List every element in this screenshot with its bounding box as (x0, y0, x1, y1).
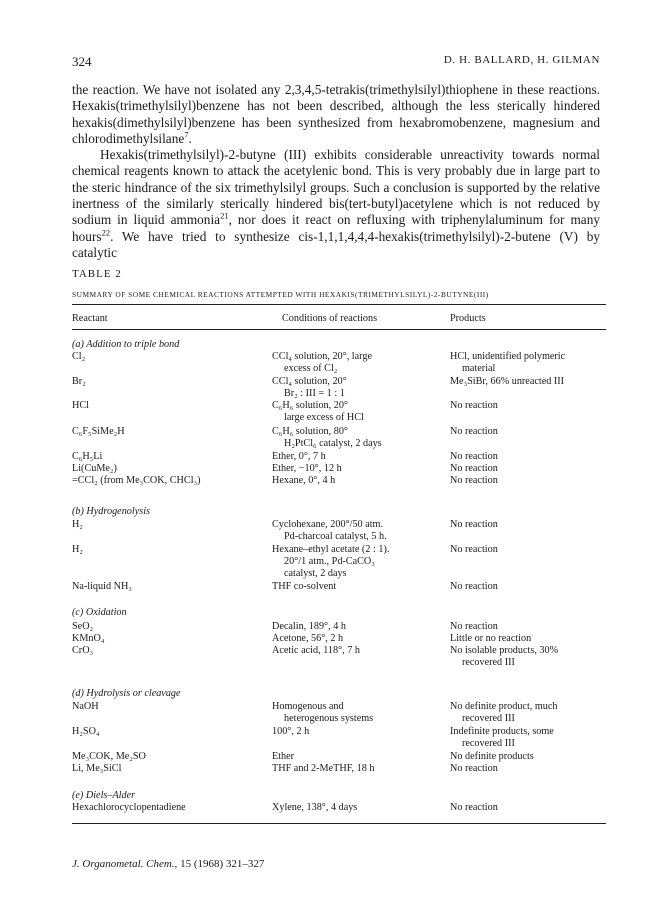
journal-footer (72, 858, 264, 870)
col-header-reactant: Reactant (72, 313, 108, 324)
reactant-cell: C₆F₅SiMe₂H (72, 426, 125, 437)
conditions-cell (272, 802, 357, 814)
products-cell (450, 451, 498, 463)
running-authors: D. H. BALLARD, H. GILMAN (443, 54, 600, 66)
reactant-cell: Hexachlorocyclopentadiene (72, 802, 186, 813)
conditions-line: Cyclohexane, 200°/50 atm. (272, 519, 384, 530)
conditions-line: Ether, 0°, 7 h (272, 451, 326, 462)
conditions-cell (272, 376, 347, 400)
conditions-line: excess of Cl₂ (284, 363, 338, 374)
products-cell (450, 544, 498, 556)
conditions-cell (272, 763, 374, 775)
conditions-cell (272, 645, 360, 657)
products-cell (450, 751, 534, 763)
conditions-cell (272, 426, 382, 450)
reactant-cell: Li(CuMe₂) (72, 463, 117, 474)
conditions-cell (272, 400, 364, 424)
conditions-cell (272, 519, 387, 543)
reactant-cell: H₂SO₄ (72, 726, 100, 737)
conditions-line: Homogenous and (272, 701, 344, 712)
conditions-line: C₆H₆ solution, 20° (272, 400, 348, 411)
section-heading-d: (d) Hydrolysis or cleavage (72, 688, 181, 699)
products-cell (450, 701, 558, 725)
conditions-line: H₂PtCl₆ catalyst, 2 days (284, 438, 382, 449)
conditions-line: 20°/1 atm., Pd-CaCO₃ (284, 556, 375, 567)
reactant-cell: H₂ (72, 519, 83, 530)
conditions-line: catalyst, 2 days (284, 568, 347, 579)
conditions-line: CCl₄ solution, 20° (272, 376, 347, 387)
col-header-conditions: Conditions of reactions (282, 313, 378, 324)
products-line: Indefinite products, some (450, 726, 554, 737)
body-text (72, 82, 600, 261)
products-cell (450, 645, 558, 669)
paragraph-1: the reaction. We have not isolated any 2,3,4,5-tetrakis(trimethylsilyl)thiophene in these reactions. Hexakis(trimethylsilyl)benzene has not been described, although the less sterically hindered hexakis(dimethylsilyl)benzene has been synthesized from hexabromobenzene, magnesium and chlorodimethylsilane$^7$. (72, 82, 600, 146)
conditions-line: Hexane–ethyl acetate (2 : 1). (272, 544, 390, 555)
conditions-cell (272, 701, 373, 725)
products-cell (450, 463, 498, 475)
products-line: No reaction (450, 621, 498, 632)
conditions-line: THF co-solvent (272, 581, 337, 592)
products-line: No reaction (450, 400, 498, 411)
reference-21: 21 (220, 210, 229, 221)
conditions-cell (272, 621, 346, 633)
products-cell (450, 633, 531, 645)
products-cell (450, 726, 554, 750)
page-number: 324 (72, 54, 92, 69)
conditions-cell (272, 475, 335, 487)
running-header (72, 54, 600, 72)
products-line: No reaction (450, 451, 498, 462)
conditions-cell (272, 451, 326, 463)
products-cell (450, 519, 498, 531)
conditions-line: Pd-charcoal catalyst, 5 h. (284, 531, 387, 542)
reactant-cell: Me₃COK, Me₂SO (72, 751, 146, 762)
products-cell (450, 426, 498, 438)
products-cell (450, 581, 498, 593)
reactant-cell: KMnO₄ (72, 633, 105, 644)
conditions-line: Decalin, 189°, 4 h (272, 621, 346, 632)
conditions-cell (272, 463, 342, 475)
products-line: HCl, unidentified polymeric (450, 351, 566, 362)
products-cell (450, 621, 498, 633)
products-line: Little or no reaction (450, 633, 532, 644)
journal-citation: 15 (1968) 321–327 (180, 858, 265, 870)
reference-22: 22 (101, 227, 111, 238)
products-line: material (462, 363, 496, 374)
section-heading-c: (c) Oxidation (72, 607, 127, 618)
conditions-line: C₆H₆ solution, 80° (272, 426, 348, 437)
reactant-cell: Br₂ (72, 376, 86, 387)
col-header-products: Products (450, 313, 486, 324)
conditions-line: CCl₄ solution, 20°, large (272, 351, 372, 362)
reactant-cell: CrO₃ (72, 645, 94, 656)
products-cell (450, 802, 498, 814)
table-label: TABLE 2 (72, 268, 122, 280)
products-line: recovered III (462, 738, 515, 749)
products-cell (450, 763, 498, 775)
table-bottom-rule (72, 823, 606, 824)
reactant-cell: SeO₂ (72, 621, 94, 632)
reactant-cell: NaOH (72, 701, 99, 712)
products-line: No reaction (450, 544, 498, 555)
table-header-rule (72, 329, 606, 330)
reactant-cell: Cl₂ (72, 351, 86, 362)
section-heading-e: (e) Diels–Alder (72, 790, 136, 801)
conditions-cell (272, 751, 294, 763)
products-line: recovered III (462, 657, 515, 668)
conditions-line: Xylene, 138°, 4 days (272, 802, 358, 813)
conditions-line: Hexane, 0°, 4 h (272, 475, 336, 486)
section-heading-a: (a) Addition to triple bond (72, 339, 180, 350)
products-line: No reaction (450, 475, 498, 486)
reactant-cell: =CCl₂ (from Me₃COK, CHCl₃) (72, 475, 201, 486)
conditions-line: THF and 2-MeTHF, 18 h (272, 763, 375, 774)
reactant-cell: HCl (72, 400, 89, 411)
conditions-line: Acetic acid, 118°, 7 h (272, 645, 360, 656)
products-line: No definite products (450, 751, 534, 762)
conditions-line: Ether (272, 751, 295, 762)
products-line: No reaction (450, 802, 498, 813)
conditions-cell (272, 726, 309, 738)
conditions-cell (272, 351, 372, 375)
products-cell (450, 376, 564, 388)
products-line: No reaction (450, 519, 498, 530)
reference-7: 7 (184, 129, 189, 140)
journal-name: J. Organometal. Chem., (72, 858, 178, 870)
reactant-cell: C₆H₅Li (72, 451, 103, 462)
conditions-line: Br₂ : III = 1 : 1 (284, 388, 345, 399)
table-top-rule (72, 304, 606, 305)
products-line: No reaction (450, 463, 498, 474)
conditions-line: 100°, 2 h (272, 726, 310, 737)
paragraph-2: Hexakis(trimethylsilyl)-2-butyne (III) exhibits considerable unreactivity towards normal chemical reagents known to attack the acetylenic bond. This is very probably due in large part to the steric hindrance of the six trimethylsilyl groups. Such a conclusion is supported by the relative inertness of the similarly sterically hindered bis(tert-butyl)acetylene which is not reduced by sodium in liquid ammonia$^{21}$, nor does it react on refluxing with triphenylaluminum for many hours$^{22}$. We have tried to synthesize cis-1,1,1,4,4,4-hexakis(trimethylsilyl)-2-butene (V) by catalytic (72, 147, 601, 260)
products-cell (450, 400, 498, 412)
conditions-line: large excess of HCl (284, 412, 364, 423)
conditions-cell (272, 544, 389, 580)
conditions-cell (272, 633, 343, 645)
conditions-cell (272, 581, 336, 593)
reactant-cell: H₂ (72, 544, 83, 555)
section-heading-b: (b) Hydrogenolysis (72, 506, 150, 517)
products-line: No definite product, much (450, 701, 558, 712)
products-line: No isolable products, 30% (450, 645, 559, 656)
conditions-line: Acetone, 56°, 2 h (272, 633, 344, 644)
products-line: recovered III (462, 713, 515, 724)
products-line: Me₃SiBr, 66% unreacted III (450, 376, 565, 387)
products-line: No reaction (450, 763, 498, 774)
conditions-line: heterogenous systems (284, 713, 374, 724)
products-cell (450, 351, 565, 375)
products-line: No reaction (450, 581, 498, 592)
table-caption: SUMMARY OF SOME CHEMICAL REACTIONS ATTEMPTED WITH HEXAKIS(TRIMETHYLSILYL)-2-BUTYNE(III) (72, 290, 489, 299)
reactant-cell: Li, Me₃SiCl (72, 763, 122, 774)
conditions-line: Ether, −10°, 12 h (272, 463, 342, 474)
products-cell (450, 475, 498, 487)
reactant-cell: Na-liquid NH₃ (72, 581, 132, 592)
products-line: No reaction (450, 426, 498, 437)
